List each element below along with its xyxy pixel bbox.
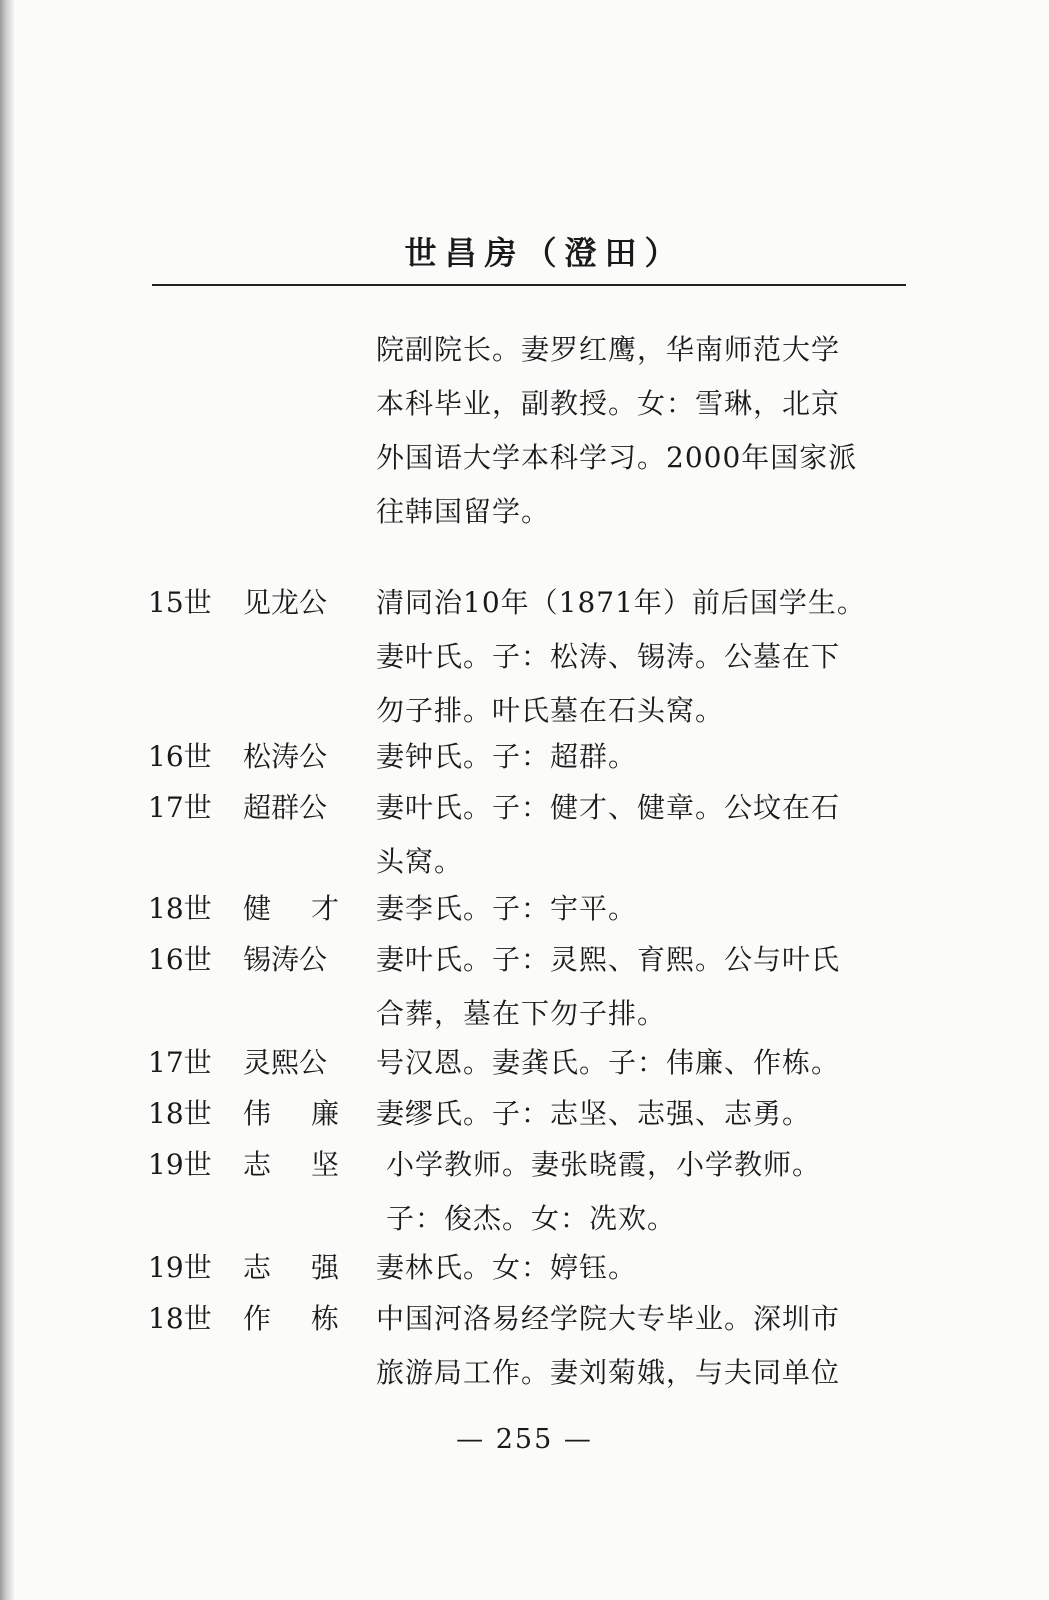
- person-name-char: 作: [243, 1302, 272, 1335]
- person-name: [243, 1241, 339, 1295]
- generation-label: 15世: [148, 586, 212, 619]
- entry-description: 妻林氏。女：婷钰。: [376, 1251, 638, 1284]
- person-name: [243, 882, 339, 936]
- person-name: [243, 576, 339, 630]
- generation-label: 17世: [148, 1046, 212, 1079]
- generation-label: 18世: [148, 892, 212, 925]
- person-name: [243, 1036, 339, 1090]
- entry-description: 妻钟氏。子：超群。: [376, 740, 638, 773]
- continuation-text: 院副院长。妻罗红鹰，华南师范大学 本科毕业，副教授。女：雪琳，北京 外国语大学本科学习。2000年国家派 往韩国留学。: [376, 333, 858, 528]
- entry-description: 妻缪氏。子：志坚、志强、志勇。: [376, 1097, 812, 1130]
- entry-description: 妻李氏。子：宇平。: [376, 892, 638, 925]
- generation-label: 18世: [148, 1097, 212, 1130]
- generation-label: 18世: [148, 1302, 212, 1335]
- person-name-text: 锡涛公: [243, 943, 328, 976]
- person-name-char: 志: [243, 1148, 272, 1181]
- person-name-text: 超群公: [243, 791, 328, 824]
- person-name-text: 见龙公: [243, 586, 328, 619]
- generation-label: 17世: [148, 791, 212, 824]
- person-name-char: 廉: [310, 1097, 339, 1130]
- generation-label: 19世: [148, 1251, 212, 1284]
- person-name-char: 志: [243, 1251, 272, 1284]
- entry-description: 清同治10年（1871年）前后国学生。 妻叶氏。子：松涛、锡涛。公墓在下 勿子排。叶氏墓在石头窝。: [376, 586, 866, 727]
- person-name: [243, 730, 339, 784]
- generation-label: 16世: [148, 740, 212, 773]
- person-name-char: 坚: [310, 1148, 339, 1181]
- person-name: [243, 781, 339, 835]
- person-name-char: 强: [310, 1251, 339, 1284]
- entry-description: 妻叶氏。子：灵熙、育熙。公与叶氏 合葬，墓在下勿子排。: [376, 943, 841, 1030]
- page-number: — 255 —: [456, 1424, 593, 1455]
- generation-label: 19世: [148, 1148, 212, 1181]
- header-divider: [152, 284, 906, 286]
- person-name-char: 栋: [310, 1302, 339, 1335]
- person-name-text: 松涛公: [243, 740, 328, 773]
- entry-description: 妻叶氏。子：健才、健章。公坟在石 头窝。: [376, 791, 841, 878]
- entry-description: 小学教师。妻张晓霞，小学教师。 子：俊杰。女：冼欢。: [386, 1148, 822, 1235]
- person-name: [243, 933, 339, 987]
- person-name-char: 才: [310, 892, 339, 925]
- person-name-char: 健: [243, 892, 272, 925]
- generation-label: 16世: [148, 943, 212, 976]
- page-header-title: 世昌房（澄田）: [404, 234, 685, 272]
- person-name-text: 灵熙公: [243, 1046, 328, 1079]
- person-name: [243, 1087, 339, 1141]
- person-name: [243, 1138, 339, 1192]
- person-name-char: 伟: [243, 1097, 272, 1130]
- person-name: [243, 1292, 339, 1346]
- entry-description: 中国河洛易经学院大专毕业。深圳市 旅游局工作。妻刘菊娥，与夫同单位: [376, 1302, 841, 1389]
- entry-description: 号汉恩。妻龚氏。子：伟廉、作栋。: [376, 1046, 841, 1079]
